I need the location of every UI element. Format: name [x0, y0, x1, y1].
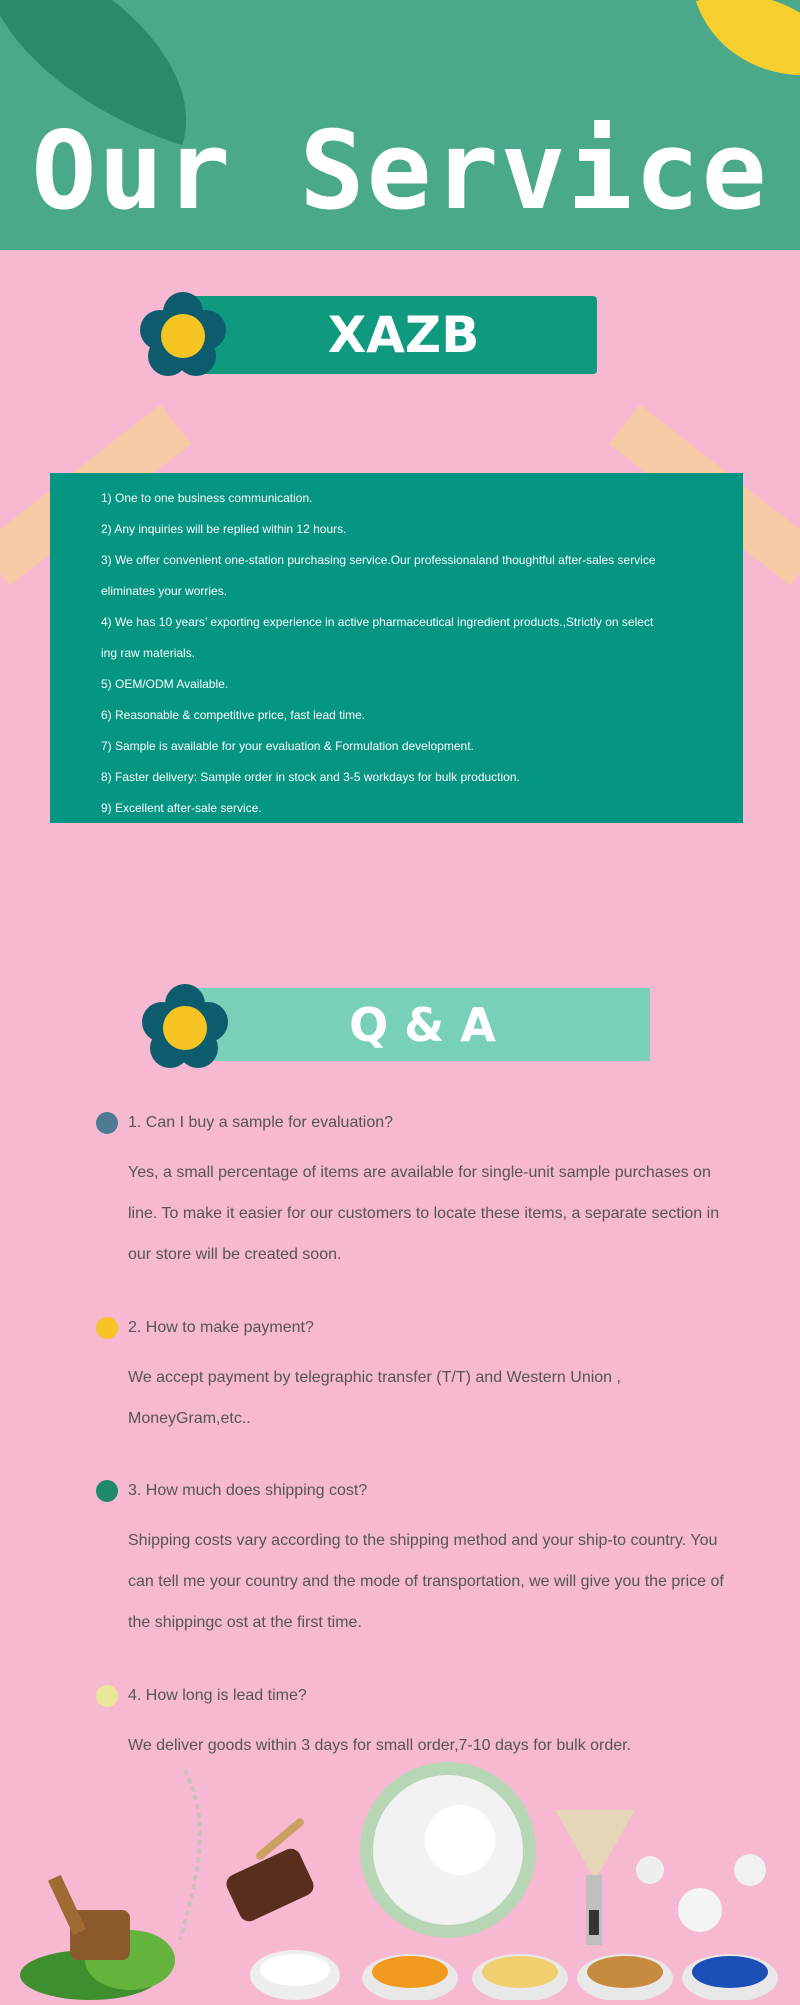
product-illustration [0, 1760, 800, 2000]
service-line: 5) OEM/ODM Available. [101, 677, 229, 691]
service-line: 2) Any inquiries will be replied within 12 hours. [101, 522, 347, 536]
qa-answer: Yes, a small percentage of items are available for single-unit sample purchases on line. To make it easier for our customers to locate these items, a separate section in our store will be created soon. [128, 1164, 720, 1263]
leaf-decoration-right [696, 0, 800, 106]
bullet-dot-icon [96, 1685, 118, 1707]
page-title: Our Service [31, 109, 769, 234]
service-line: ing raw materials. [101, 646, 196, 660]
qa-answer: Shipping costs vary according to the shipping method and your ship-to country. You can tell me your country and the mode of transportation, we will give you the price of the shippingc ost at the first time. [128, 1532, 724, 1631]
service-line: 9) Excellent after-sale service. [101, 801, 262, 815]
qa-question: 2. How to make payment? [128, 1319, 314, 1336]
qa-banner [195, 988, 650, 1061]
service-line: 4) We has 10 years’ exporting experience in active pharmaceutical ingredient products.,Strictly on select [101, 615, 654, 629]
flower-icon [138, 290, 228, 380]
service-line: 8) Faster delivery: Sample order in stock and 3-5 workdays for bulk production. [101, 770, 520, 784]
qa-question: 3. How much does shipping cost? [128, 1482, 368, 1499]
bullet-dot-icon [96, 1112, 118, 1134]
service-line: 1) One to one business communication. [101, 491, 313, 505]
powder-bowls-illustration [0, 1760, 800, 2000]
services-list [50, 473, 743, 823]
qa-title: Q & A [349, 997, 496, 1052]
company-banner [190, 296, 597, 374]
bullet-dot-icon [96, 1317, 118, 1339]
service-line: eliminates your worries. [101, 584, 228, 598]
qa-answer: We deliver goods within 3 days for small order,7-10 days for bulk order. [128, 1737, 632, 1754]
flower-icon [140, 982, 230, 1072]
qa-question: 4. How long is lead time? [128, 1687, 307, 1704]
qa-question: 1. Can I buy a sample for evaluation? [128, 1114, 394, 1131]
bullet-dot-icon [96, 1480, 118, 1502]
service-line: 3) We offer convenient one-station purchasing service.Our professionaland thoughtful after-sales service [101, 553, 656, 567]
service-line: 6) Reasonable & competitive price, fast lead time. [101, 708, 366, 722]
qa-answer: We accept payment by telegraphic transfer (T/T) and Western Union , MoneyGram,etc.. [128, 1369, 621, 1427]
header-banner [0, 0, 800, 250]
service-line: 7) Sample is available for your evaluation & Formulation development. [101, 739, 474, 753]
company-name: XAZB [327, 306, 480, 364]
